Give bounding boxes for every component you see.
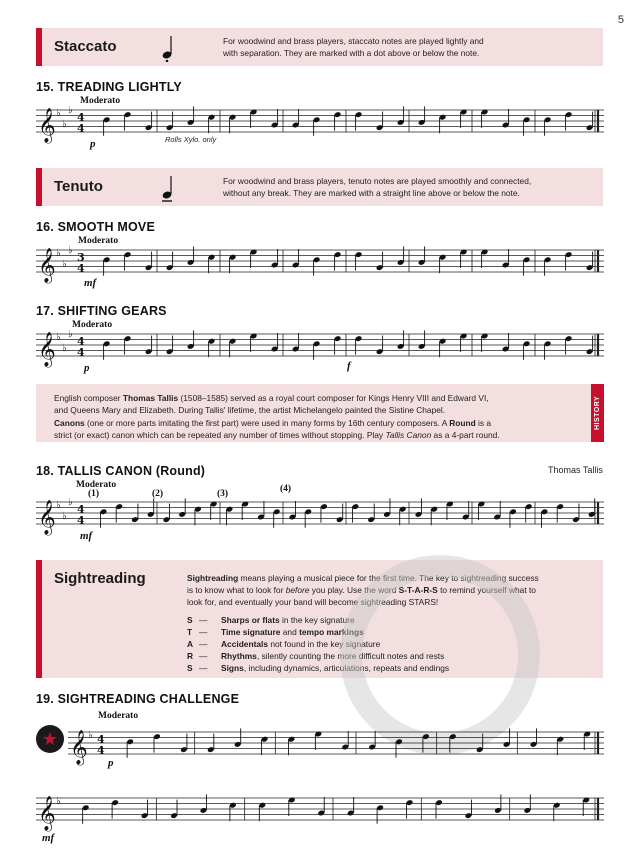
- exercise-18-dynamic: mf: [80, 530, 93, 542]
- time-signature-bottom: 4: [97, 744, 105, 757]
- history-term-canons: Canons: [54, 418, 85, 428]
- stars-dash: —: [199, 663, 208, 673]
- sightreading-stars-word: S-T-A-R-S: [398, 585, 438, 595]
- sightreading-term: Sightreading: [187, 573, 239, 583]
- treble-clef-icon: 𝄞: [38, 796, 56, 831]
- flat-icon: ♭: [56, 248, 61, 259]
- stars-term: Accidentals: [221, 639, 269, 649]
- sightreading-emphasis: before: [285, 585, 310, 595]
- flat-icon: ♭: [68, 497, 73, 508]
- stars-letter: S: [187, 615, 193, 625]
- stars-term: Sharps or flats: [221, 615, 280, 625]
- exercise-17-tempo: Moderato: [72, 320, 113, 330]
- exercise-19-dynamic-mf: mf: [42, 832, 55, 844]
- stars-letter: S: [187, 663, 193, 673]
- stars-letter: T: [187, 627, 193, 637]
- stars-description: and: [280, 627, 300, 637]
- flat-icon: ♭: [68, 329, 73, 340]
- stars-dash: —: [199, 651, 208, 661]
- exercise-18-title: 18. TALLIS CANON (Round): [36, 464, 206, 478]
- staccato-heading: Staccato: [54, 38, 117, 55]
- page-number: 5: [617, 14, 624, 26]
- history-text: as a 4-part round.: [431, 430, 500, 440]
- sightreading-heading: Sightreading: [54, 570, 146, 587]
- stars-term: Time signature: [221, 627, 281, 637]
- exercise-15-tempo: Moderato: [80, 96, 121, 106]
- exercise-16-tempo: Moderato: [78, 236, 119, 246]
- entry-marker-4: (4): [280, 484, 292, 494]
- history-term-round: Round: [449, 418, 476, 428]
- stars-letter: R: [187, 651, 194, 661]
- history-text: English composer: [54, 393, 123, 403]
- sightreading-text: means playing a musical piece for the first time. The key to sightreading success: [238, 573, 539, 583]
- stars-dash: —: [199, 627, 208, 637]
- staccato-text-line2: with separation. They are marked with a dot above or below the note.: [223, 48, 480, 58]
- treble-clef-icon: 𝄞: [70, 730, 88, 765]
- entry-number-1: 1: [91, 489, 96, 499]
- flat-icon: ♭: [68, 245, 73, 256]
- exercise-17-dynamic-p: p: [84, 362, 90, 374]
- exercise-15-title: 15. TREADING LIGHTLY: [36, 80, 182, 94]
- history-text: is a: [475, 418, 492, 428]
- flat-icon: ♭: [56, 332, 61, 343]
- staccato-quarter-note-icon: [160, 34, 176, 62]
- history-paragraph-1: [54, 392, 584, 416]
- history-info-box: [36, 384, 591, 442]
- flat-icon: ♭: [56, 500, 61, 511]
- treble-clef-icon: 𝄞: [38, 108, 56, 143]
- flat-icon: ♭: [56, 796, 61, 807]
- exercise-19-tempo: Moderato: [98, 711, 139, 721]
- history-tab: HISTORY: [591, 384, 604, 442]
- stars-description: in the key signature: [279, 615, 355, 625]
- exercise-18-tempo: Moderato: [76, 480, 117, 490]
- exercise-15-annotation: Rolls Xylo. only: [165, 135, 217, 144]
- history-piece-name: Tallis Canon: [385, 430, 432, 440]
- staccato-info-box: [36, 28, 603, 66]
- sightreading-text: look for, and eventually your band will become sightreading STARS!: [187, 597, 439, 607]
- tenuto-heading: Tenuto: [54, 178, 103, 195]
- staccato-text-line1: For woodwind and brass players, staccato notes are played lightly and: [223, 36, 484, 46]
- entry-marker-1: (1): [88, 489, 100, 499]
- exercise-16-title: 16. SMOOTH MOVE: [36, 220, 155, 234]
- exercise-18-composer: Thomas Tallis: [548, 465, 603, 475]
- tenuto-text-line1: For woodwind and brass players, tenuto notes are played smoothly and connected,: [223, 176, 532, 186]
- sightreading-text: is to know what to look for: [187, 585, 286, 595]
- history-text: and Queens Mary and Elizabeth. During Tallis' lifetime, the artist Michelangelo painted the Sistine Chapel.: [54, 405, 446, 415]
- exercise-18-staff: [36, 497, 604, 535]
- time-signature-bottom: 4: [77, 122, 85, 135]
- time-signature-bottom: 4: [77, 262, 85, 275]
- flat-icon: ♭: [62, 511, 67, 522]
- flat-icon: ♭: [62, 119, 67, 130]
- treble-clef-icon: 𝄞: [38, 248, 56, 283]
- sightreading-text: to remind yourself what to: [437, 585, 536, 595]
- entry-marker-2: (2): [152, 489, 164, 499]
- treble-clef-icon: 𝄞: [38, 332, 56, 367]
- stars-term: tempo markings: [299, 627, 364, 637]
- exercise-17-title: 17. SHIFTING GEARS: [36, 304, 167, 318]
- exercise-15-dynamic: p: [90, 138, 96, 150]
- flat-icon: ♭: [68, 105, 73, 116]
- exercise-17-dynamic-f: f: [347, 360, 351, 372]
- flat-icon: ♭: [88, 730, 93, 741]
- entry-marker-3: (3): [217, 489, 229, 499]
- tenuto-description: [223, 175, 531, 199]
- time-signature-top: 4: [97, 733, 105, 746]
- stars-term: Rhythms: [221, 651, 257, 661]
- exercise-19-staff-1: [68, 730, 604, 765]
- entry-number-3: 3: [220, 489, 225, 499]
- exercise-19-dynamic-p: p: [108, 757, 114, 769]
- tenuto-quarter-note-icon: [160, 174, 176, 202]
- flat-icon: ♭: [62, 343, 67, 354]
- sightreading-text: you play. Use the word: [309, 585, 399, 595]
- stars-dash: —: [199, 615, 208, 625]
- history-paragraph-2: [54, 417, 584, 441]
- exercise-17-staff: [36, 329, 604, 367]
- treble-clef-watermark: [340, 555, 540, 755]
- flat-icon: ♭: [62, 259, 67, 270]
- exercise-19-staff-2: [36, 796, 604, 831]
- history-text: strict (or exact) canon which can be repeated any number of times without stopping. Play: [54, 430, 386, 440]
- stars-dash: —: [199, 639, 208, 649]
- time-signature-bottom: 4: [77, 514, 85, 527]
- stars-term: Signs: [221, 663, 244, 673]
- staccato-description: [223, 35, 484, 59]
- star-icon: ★: [36, 725, 64, 753]
- time-signature-bottom: 4: [77, 346, 85, 359]
- stars-description: not found in the key signature: [268, 639, 381, 649]
- flat-icon: ♭: [56, 108, 61, 119]
- time-signature-top: 3: [77, 251, 85, 264]
- exercise-19-title: 19. SIGHTREADING CHALLENGE: [36, 692, 240, 706]
- tenuto-text-line2: without any break. They are marked with a straight line above or below the note.: [223, 188, 520, 198]
- stars-description: , including dynamics, articulations, repeats and endings: [243, 663, 450, 673]
- entry-number-2: 2: [155, 489, 160, 499]
- stars-letter: A: [187, 639, 194, 649]
- history-composer-name: Thomas Tallis: [122, 393, 179, 403]
- entry-number-4: 4: [283, 484, 288, 494]
- tenuto-info-box: [36, 168, 603, 206]
- treble-clef-icon: 𝄞: [38, 500, 56, 535]
- exercise-16-dynamic: mf: [84, 277, 97, 289]
- time-signature-top: 4: [77, 503, 85, 516]
- history-text: (one or more parts imitating the first part) were used in many forms by 16th century composers. A: [84, 418, 450, 428]
- time-signature-top: 4: [77, 111, 85, 124]
- history-text: (1508–1585) served as a royal court composer for Kings Henry VIII and Edward VI,: [178, 393, 489, 403]
- stars-description: , silently counting the more difficult notes and rests: [256, 651, 445, 661]
- time-signature-top: 4: [77, 335, 85, 348]
